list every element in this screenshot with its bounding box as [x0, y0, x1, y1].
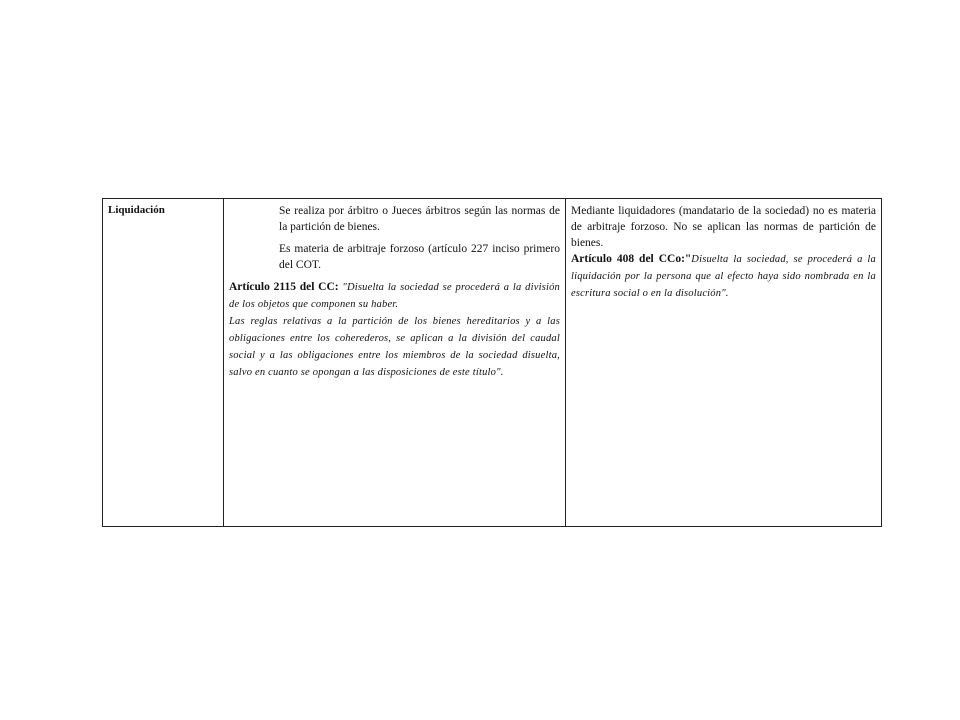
middle-cell: [224, 199, 566, 527]
row-label-cell: [103, 199, 224, 527]
liquidation-table: [102, 198, 882, 527]
article-408-quote: Disuelta la sociedad, se procederá a la liquidación por la persona que al efecto haya sido nombrada en la escritura social o en la disolución".: [571, 254, 876, 299]
article-2115-heading: Artículo 2115 del CC:: [229, 281, 339, 293]
table-row: [103, 199, 882, 527]
article-2115-quote-2: Las reglas relativas a la partición de los bienes hereditarios y a las obligaciones entre los coherederos, se aplican a la división del caudal social y a las obligaciones entre los miembros de la sociedad disuelta, salvo en cuanto se opongan a las disposiciones de este título".: [229, 316, 560, 378]
article-2115-block: [229, 279, 560, 381]
article-408-block: [571, 251, 876, 302]
row-label: Liquidación: [108, 204, 165, 216]
article-408-heading: Artículo 408 del CCo:": [571, 253, 692, 265]
article-2115-quote-1: "Disuelta la sociedad se procederá a la división de los objetos que componen su haber.: [229, 282, 561, 310]
right-cell: [566, 199, 882, 527]
middle-paragraph-1: Se realiza por árbitro o Jueces árbitros según las normas de la partición de bienes.: [279, 205, 560, 233]
right-paragraph-1: Mediante liquidadores (mandatario de la sociedad) no es materia de arbitraje forzoso. No se aplican las normas de partición de bienes.: [571, 205, 876, 249]
middle-paragraph-2: Es materia de arbitraje forzoso (artículo 227 inciso primero del COT.: [279, 243, 560, 271]
